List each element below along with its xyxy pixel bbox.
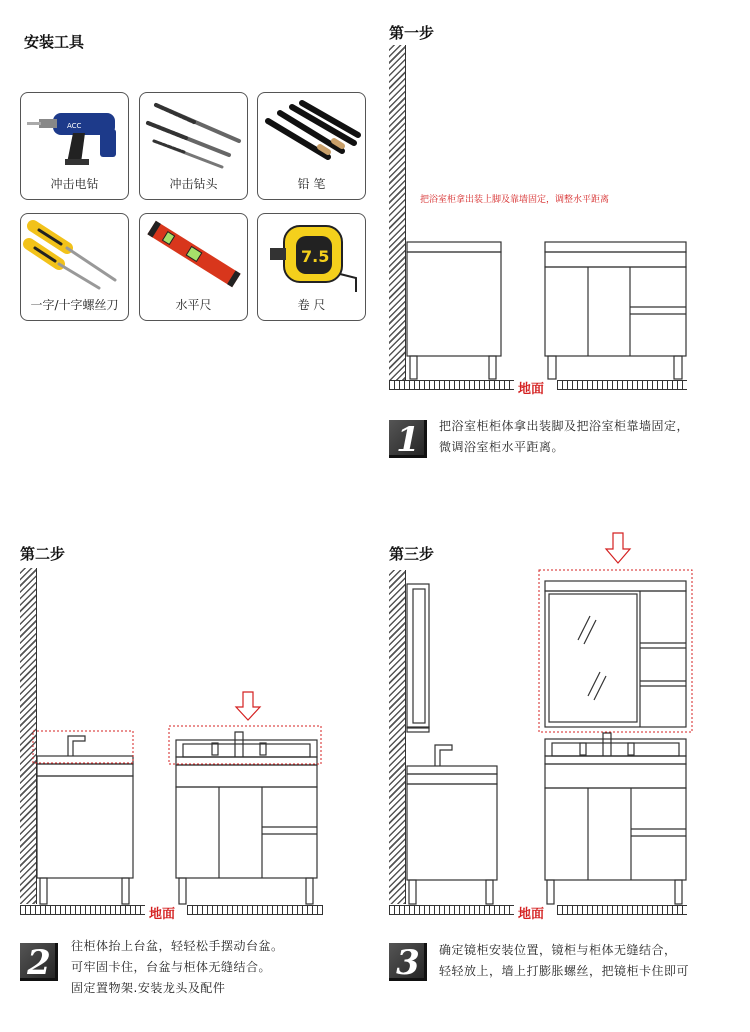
- tool-label: 一字/十字螺丝刀: [30, 298, 119, 312]
- step3-heading: 第三步: [389, 545, 435, 563]
- description-line: 往柜体抬上台盆，轻轻松手摆动台盆。: [71, 939, 284, 953]
- description-line: 可牢固卡住，台盆与柜体无缝结合。: [71, 960, 272, 974]
- drill-brand: ACC: [67, 122, 82, 130]
- step1-heading: 第一步: [389, 24, 435, 42]
- description-line: 轻轻放上，墙上打膨胀螺丝，把镜柜卡住即可: [439, 964, 690, 978]
- tool-label: 铅 笔: [297, 177, 326, 191]
- tools-heading: 安装工具: [24, 33, 85, 51]
- step1-annotation: 把浴室柜拿出装上脚及靠墙固定，调整水平距离: [420, 195, 610, 205]
- step-number-badge: 3: [389, 943, 427, 981]
- down-arrow-icon: [606, 533, 630, 563]
- description-line: 把浴室柜柜体拿出装脚及把浴室柜靠墙固定，: [439, 419, 690, 433]
- description-line: 微调浴室柜水平距离。: [439, 440, 565, 454]
- ground-label: 地面: [149, 907, 176, 922]
- ground-line: [389, 905, 514, 915]
- tool-label: 冲击钻头: [169, 177, 218, 191]
- ground-label: 地面: [518, 907, 545, 922]
- step-number-badge: 1: [389, 420, 427, 458]
- ground-label: 地面: [518, 382, 545, 397]
- description-line: 固定置物架.安装龙头及配件: [71, 981, 226, 995]
- tape-number: 7.5: [301, 247, 330, 266]
- step2-heading: 第二步: [20, 545, 66, 563]
- tool-label: 水平尺: [175, 298, 212, 312]
- tool-label: 卷 尺: [297, 298, 326, 312]
- step3-description: [439, 940, 689, 982]
- ground-line: [557, 905, 687, 915]
- step-number-badge: 2: [20, 943, 58, 981]
- tool-label: 冲击电钻: [50, 177, 99, 191]
- description-line: 确定镜柜安装位置，镜柜与柜体无缝结合，: [439, 943, 677, 957]
